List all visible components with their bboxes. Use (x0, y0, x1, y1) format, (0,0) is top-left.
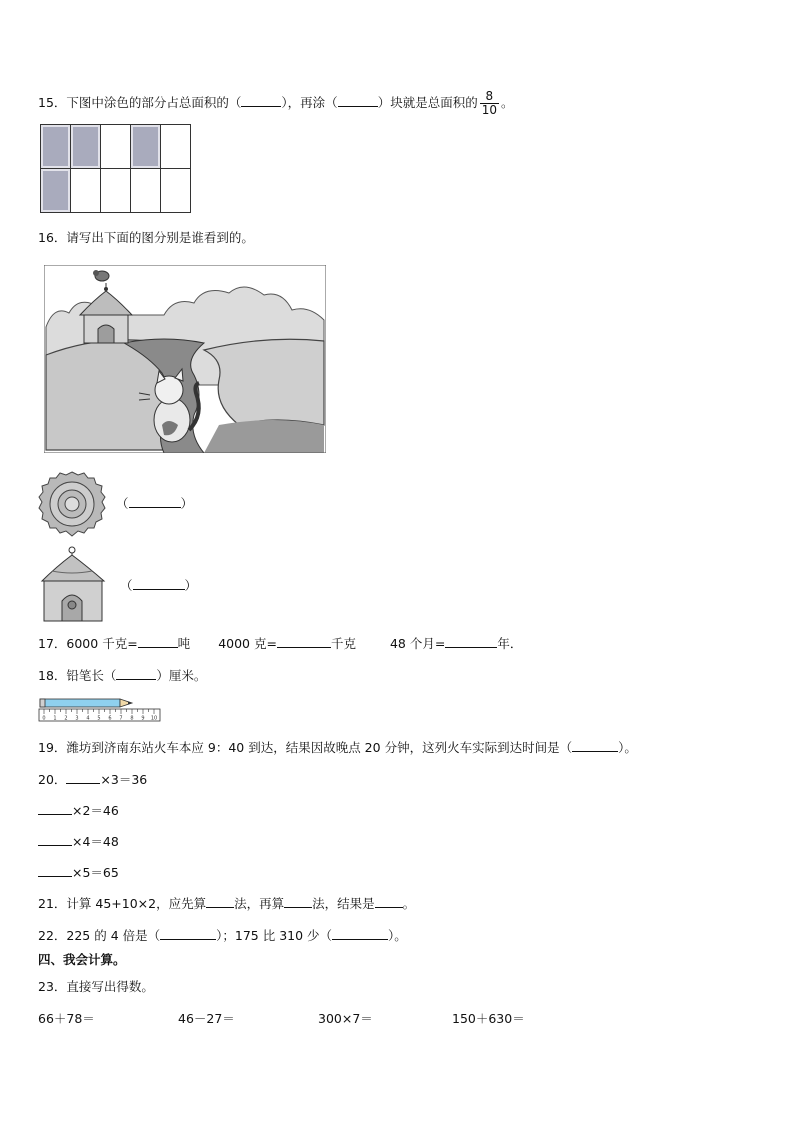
ruler-tick-label: 3 (75, 715, 79, 722)
q16-number: 16． (38, 230, 67, 245)
ruler-tick-label: 5 (97, 715, 101, 722)
q16-text: 请写出下面的图分别是谁看到的。 (66, 230, 254, 245)
q16-front-view-picture (40, 545, 110, 623)
q15-blank-2[interactable] (338, 94, 378, 107)
q15-line (38, 90, 514, 117)
q15-fraction (480, 90, 499, 117)
q15-grid-cell-empty (131, 169, 161, 213)
q18-text-a: 铅笔长（ (66, 668, 117, 683)
q17-c-left: 48 个月= (389, 636, 446, 651)
q15-grid-row (41, 125, 191, 169)
q16-top-view-picture (38, 470, 106, 538)
q20-line-2 (38, 802, 119, 819)
q17-blank-b[interactable] (277, 635, 331, 648)
q23-number: 23． (38, 979, 67, 994)
q16-ans1-open: （ (116, 496, 129, 511)
ruler-tick-label: 6 (108, 715, 112, 722)
q15-grid-row (41, 169, 191, 213)
q22-text-b: ）；175 比 310 少（ (216, 928, 333, 943)
ruler-tick-label: 7 (119, 715, 123, 722)
q20-line-1 (38, 771, 147, 788)
q16-ans2-open: （ (120, 578, 133, 593)
q19-blank[interactable] (572, 739, 618, 752)
q22-text-a: 225 的 4 倍是（ (66, 928, 161, 943)
q19-line (38, 739, 637, 756)
q20-number: 20． (38, 772, 67, 787)
q18-blank[interactable] (116, 667, 156, 680)
q21-text-b: 法，再算 (234, 896, 285, 911)
q16-blank-1[interactable] (129, 495, 181, 508)
ruler-tick-label: 2 (64, 715, 68, 722)
q15-grid-cell-shaded (41, 125, 71, 169)
section-4-title: 四、我会计算。 (38, 952, 126, 967)
q17-b-unit: 千克 (330, 636, 356, 651)
q15-text-c: ）块就是总面积的 (377, 95, 478, 110)
q15-grid-cell-shaded (41, 169, 71, 213)
q23-item-1: 66＋78＝ (38, 1011, 95, 1026)
q15-text-b: ），再涂（ (281, 95, 338, 110)
q16-line (38, 230, 254, 246)
q22-blank-2[interactable] (332, 927, 388, 940)
ruler-tick-label: 0 (42, 715, 46, 722)
q21-text-c: 法，结果是 (312, 896, 375, 911)
q15-grid-cell-empty (101, 125, 131, 169)
q18-number: 18． (38, 668, 67, 683)
q15-frac-numerator: 8 (485, 89, 494, 103)
ruler-tick-label: 4 (86, 715, 90, 722)
q22-blank-1[interactable] (160, 927, 216, 940)
q22-number: 22． (38, 928, 67, 943)
q17-c-unit: 年． (497, 636, 523, 651)
q15-number: 15． (38, 95, 67, 110)
q20-blank-4[interactable] (38, 864, 72, 877)
ruler-tick-label: 8 (130, 715, 134, 722)
q17-blank-a[interactable] (138, 635, 178, 648)
q16-scene-picture (44, 265, 326, 453)
q18-line (38, 667, 206, 684)
q15-grid-cell-empty (71, 169, 101, 213)
q23-item-4: 150＋630＝ (452, 1011, 525, 1026)
q19-text-a: 潍坊到济南东站火车本应 9：40 到达，结果因故晚点 20 分钟，这列火车实际到达时间是（ (66, 740, 573, 755)
q22-text-c: ）。 (388, 928, 407, 943)
q20-line-3 (38, 833, 119, 850)
q16-answer-1 (116, 495, 193, 512)
q16-ans1-close: ） (180, 496, 194, 511)
q21-line (38, 895, 415, 912)
q15-end: 。 (500, 95, 514, 110)
q21-blank-1[interactable] (206, 895, 234, 908)
q20-item-1: ×3＝36 (100, 772, 148, 787)
q20-blank-3[interactable] (38, 833, 72, 846)
q19-text-b: ）。 (618, 740, 637, 755)
q21-number: 21． (38, 896, 67, 911)
q15-grid-cell-empty (161, 125, 191, 169)
q20-blank-2[interactable] (38, 802, 72, 815)
q16-answer-2 (120, 577, 197, 594)
q16-ans2-close: ） (184, 578, 198, 593)
q19-number: 19． (38, 740, 67, 755)
q18-text-b: ）厘米。 (156, 668, 207, 683)
q17-line (38, 635, 522, 652)
q22-line (38, 927, 407, 944)
q21-text-a: 计算 45+10×2，应先算 (66, 896, 207, 911)
q21-blank-3[interactable] (375, 895, 403, 908)
q20-item-2: ×2＝46 (72, 803, 119, 818)
q20-blank-1[interactable] (66, 771, 100, 784)
q15-text-a: 下图中涂色的部分占总面积的（ (66, 95, 242, 110)
q21-blank-2[interactable] (284, 895, 312, 908)
q17-a-left: 6000 千克= (66, 636, 138, 651)
q15-grid (40, 124, 191, 213)
q15-grid-cell-shaded (71, 125, 101, 169)
q17-b-left: 4000 克= (218, 636, 277, 651)
q23-item-2: 46－27＝ (178, 1011, 235, 1026)
q15-blank-1[interactable] (241, 94, 281, 107)
q18-pencil-ruler-picture (38, 697, 162, 723)
ruler-tick-label: 9 (141, 715, 145, 722)
q17-a-unit: 吨 (177, 636, 191, 651)
q23-line (38, 979, 154, 995)
ruler-tick-label: 10 (150, 715, 158, 722)
q20-item-4: ×5＝65 (72, 865, 119, 880)
q15-frac-denominator: 10 (481, 103, 497, 117)
q23-item-3: 300×7＝ (318, 1011, 373, 1026)
q15-grid-cell-empty (161, 169, 191, 213)
q20-line-4 (38, 864, 119, 881)
q20-item-3: ×4＝48 (72, 834, 119, 849)
q21-text-d: 。 (402, 896, 416, 911)
q17-blank-c[interactable] (445, 635, 497, 648)
q15-grid-cell-shaded (131, 125, 161, 169)
ruler-tick-label: 1 (53, 715, 57, 722)
q17-number: 17． (38, 636, 67, 651)
q23-text: 直接写出得数。 (66, 979, 154, 994)
q16-blank-2[interactable] (133, 577, 185, 590)
q15-grid-cell-empty (101, 169, 131, 213)
